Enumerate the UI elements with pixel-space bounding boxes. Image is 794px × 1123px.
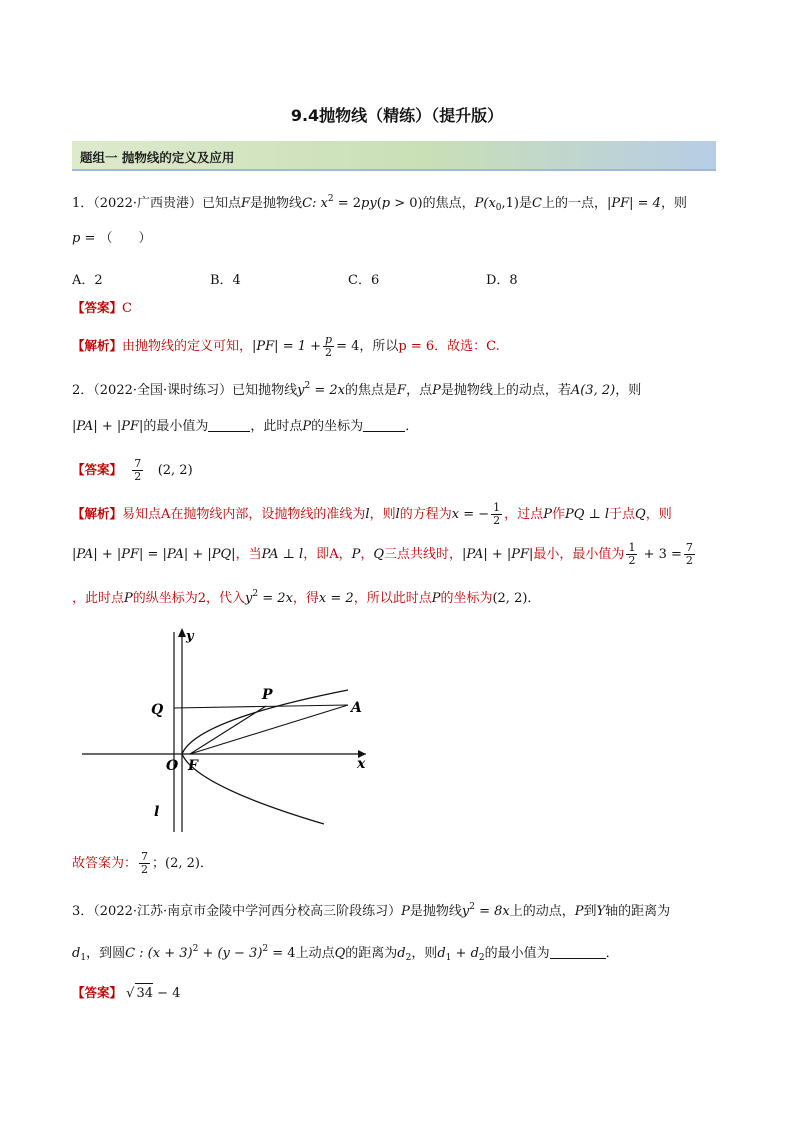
- q1-stem-line1: 1．（2022·广西贵港）已知点F是抛物线C: $x^2 = 2py(p > 0)$的焦点，$P(x_0,1)$是C上的一点，|PF| = 4，则: [72, 194, 687, 213]
- label-x: x: [357, 756, 366, 772]
- q2-explanation-line2: |PA| + |PF| = |PA| + |PQ|，当PA ⊥ l，即A，P，Q三点共线时，|PA| + |PF|最小，最小值为 $\frac{1}{2}$ + 3 = $\frac{7}{2}$: [72, 541, 693, 567]
- q2-explanation-line1: 【解析】易知点A在抛物线内部，设抛物线的准线为l，则l的方程为x = − $\frac{1}{2}$ ，过点P作PQ ⊥ l于点Q，则: [72, 501, 672, 527]
- q1-stem-line2: p = （ ）: [72, 231, 152, 246]
- q2-stem-line2: |PA| + |PF|的最小值为 ，此时点P的坐标为 ．: [72, 419, 419, 434]
- q2-explanation-line3: ，此时点P的纵坐标为2，代入$y^2 = 2x$，得x = 2，所以此时点P的坐标为(2, 2)．: [72, 589, 541, 606]
- section-title: 题组一 抛物线的定义及应用: [80, 150, 235, 165]
- q2-blank-1[interactable]: [208, 417, 250, 432]
- page-title: 9.4抛物线（精练）（提升版）: [290, 106, 504, 125]
- label-l: l: [154, 804, 160, 820]
- y-axis-arrow: [178, 628, 186, 637]
- q2-answer: 【答案】 $\frac{7}{2}$ (2, 2): [72, 457, 193, 483]
- q2-final-answer: 故答案为： $\frac{7}{2}$ ；(2, 2)．: [72, 850, 213, 876]
- q1-option-a: A．2: [72, 273, 103, 288]
- q2-blank-2[interactable]: [363, 417, 405, 432]
- label-o: O: [166, 758, 179, 774]
- segment-FA: [190, 705, 348, 754]
- q1-answer: 【答案】C: [72, 300, 132, 316]
- q1-option-b: B．4: [210, 273, 241, 288]
- segment-FP: [190, 706, 266, 754]
- section-banner: [72, 141, 716, 171]
- q1-option-c: C．6: [348, 273, 380, 288]
- segment-QA: [174, 705, 348, 708]
- label-q: Q: [151, 702, 164, 718]
- q3-stem-line1: 3．（2022·江苏·南京市金陵中学河西分校高三阶段练习）P是抛物线$y^2 = 8x$上的动点，P到Y轴的距离为: [72, 902, 671, 919]
- parabola-curve: [182, 690, 348, 824]
- parabola-figure: [76, 620, 376, 838]
- label-p: P: [262, 687, 273, 703]
- q3-answer: 【答案】 √ 34 − 4: [72, 983, 722, 1004]
- q3-blank[interactable]: [550, 944, 606, 959]
- label-y: y: [186, 629, 194, 644]
- q3-stem-line2: $d_1$，到圆C : $(x + 3)^2 + (y - 3)^2 = 4$上动点Q的距离为$d_2$，则$d_1 + d_2$的最小值为 ．: [72, 944, 619, 963]
- q1-option-d: D．8: [486, 273, 518, 288]
- q2-stem-line1: 2．（2022·全国·课时练习）已知抛物线$y^2 = 2x$的焦点是F，点P是抛物线上的动点，若A(3, 2)，则: [72, 381, 642, 398]
- label-f: F: [188, 758, 198, 774]
- q1-explanation: 【解析】由抛物线的定义可知，|PF| = 1 + $\frac{p}{2}$ = 4，所以p = 6．故选：C.: [72, 333, 500, 359]
- label-a: A: [351, 700, 362, 716]
